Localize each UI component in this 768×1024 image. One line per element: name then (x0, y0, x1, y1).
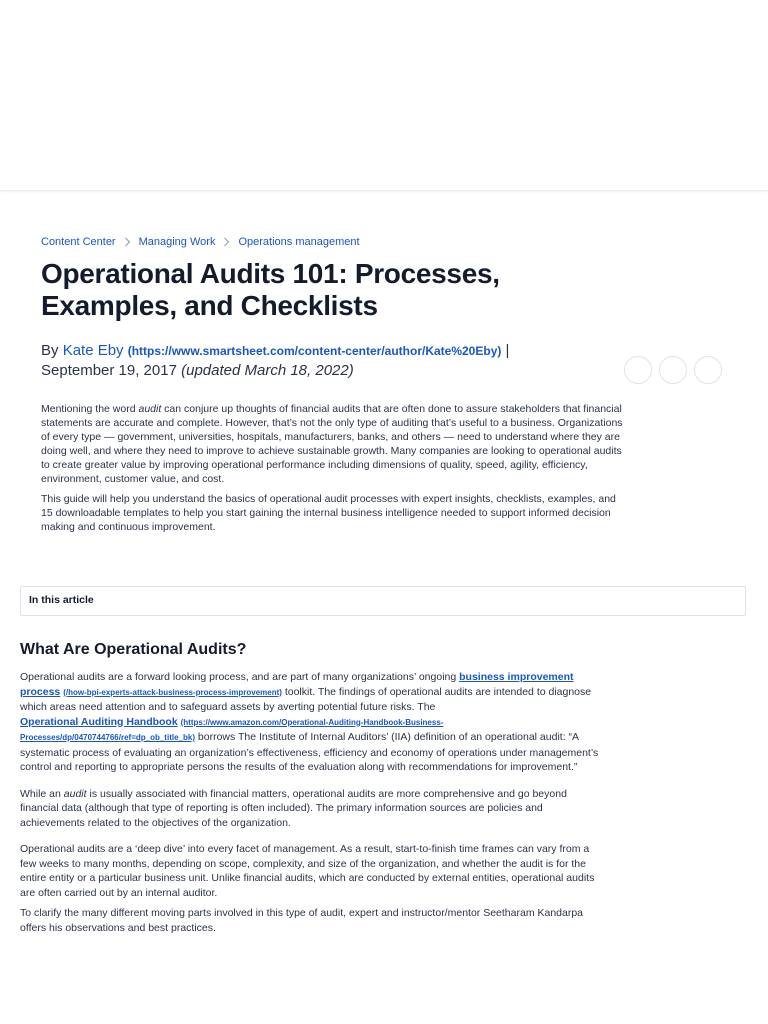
updated-date: (updated March 18, 2022) (181, 362, 354, 379)
author-link[interactable]: Kate Eby (62, 342, 124, 359)
chevron-right-icon (124, 237, 131, 247)
breadcrumb-content-center[interactable]: Content Center (41, 236, 116, 248)
author-url[interactable]: (https://www.smartsheet.com/content-center/author/Kate%20Eby) (127, 344, 502, 358)
publish-date: September 19, 2017 (41, 362, 177, 379)
body-paragraph: Operational audits are a ‘deep dive’ into every facet of management. As a result, start-to-finish time frames can vary from a few weeks to many months, depending on scope, complexity, and size of the organization, and whether the audit is for the entire entity or a particular business unit. Unlike financial audits, which are conducted by external entities, operational audits are often carried out by an internal auditor. (20, 843, 595, 899)
body-paragraph: To clarify the many different moving parts involved in this type of audit, expert and instructor/mentor Seetharam Kandarpa offers his observations and best practices. (20, 907, 584, 934)
table-of-contents[interactable] (20, 586, 746, 616)
intro-paragraph: Mentioning the word audit can conjure up thoughts of financial audits that are often done to assure stakeholders that financial statements are accurate and complete. However, that’s not the only type of auditing that’s useful to a business. Organizations of every type — government, universities, hospitals, manufacturers, banks, and others — need to understand where they are doing well, and where they need to improve to achieve sustainable growth. Many companies are looking to operational audits to create greater value by improving operational performance including dimensions of quality, speed, agility, efficiency, environment, customer value, and cost. (41, 403, 623, 485)
toc-label: In this article (29, 594, 94, 606)
byline (41, 341, 601, 381)
section-heading: What Are Operational Audits? (20, 641, 247, 658)
breadcrumb (41, 236, 360, 248)
business-improvement-link[interactable]: business improvement process (20, 671, 574, 698)
byline-separator: | (505, 342, 510, 359)
body-paragraph: While an audit is usually associated with financial matters, operational audits are more comprehensive and go beyond financial data (although that type of reporting is often included). The primary information sources are policies and achievements related to the objectives of the organization. (20, 787, 567, 829)
section-body (20, 670, 608, 947)
intro-paragraph: This guide will help you understand the basics of operational audit processes with expert insights, checklists, examples, and 15 downloadable templates to help you start gaining the internal business intelligence needed to support informed decision making and continuous improvement. (41, 493, 616, 533)
auditing-handbook-link[interactable]: Operational Auditing Handbook (20, 715, 178, 728)
business-improvement-url[interactable]: (/how-bpi-experts-attack-business-process-improvement) (63, 687, 282, 697)
article-intro (41, 402, 623, 540)
share-linkedin-icon[interactable] (694, 356, 722, 384)
body-paragraph: Operational audits are a forward looking process, and are part of many organizations’ ongoing business improvement process (/how-bpi-experts-attack-business-process-improvement) toolkit. The findings of operational audits are intended to diagnose which areas need attention and to safeguard assets by averting potential future risks. The Operational Auditing Handbook (https://www.amazon.com/Operational-Auditing-Handbook-Business-Processes/dp/0470744766/ref=dp_ob_title_bk) borrows The Institute of Internal Auditors’ (IIA) definition of an operational audit: “A systematic process of evaluating an organization’s effectiveness, efficiency and economy of operations under management’s control and reporting to appropriate persons the results of the evaluation along with recommendations for improvement.” (20, 671, 599, 773)
share-facebook-icon[interactable] (624, 356, 652, 384)
site-header (0, 0, 768, 191)
chevron-right-icon (223, 237, 230, 247)
breadcrumb-managing-work[interactable]: Managing Work (138, 236, 216, 248)
auditing-handbook-url[interactable]: (https://www.amazon.com/Operational-Auditing-Handbook-Business-Processes/dp/0470744766/ref=dp_ob_title_bk) (20, 717, 444, 742)
share-twitter-icon[interactable] (659, 356, 687, 384)
by-label: By (41, 342, 59, 359)
page-title: Operational Audits 101: Processes, Examples, and Checklists (41, 258, 500, 321)
breadcrumb-operations-management[interactable]: Operations management (238, 236, 360, 248)
